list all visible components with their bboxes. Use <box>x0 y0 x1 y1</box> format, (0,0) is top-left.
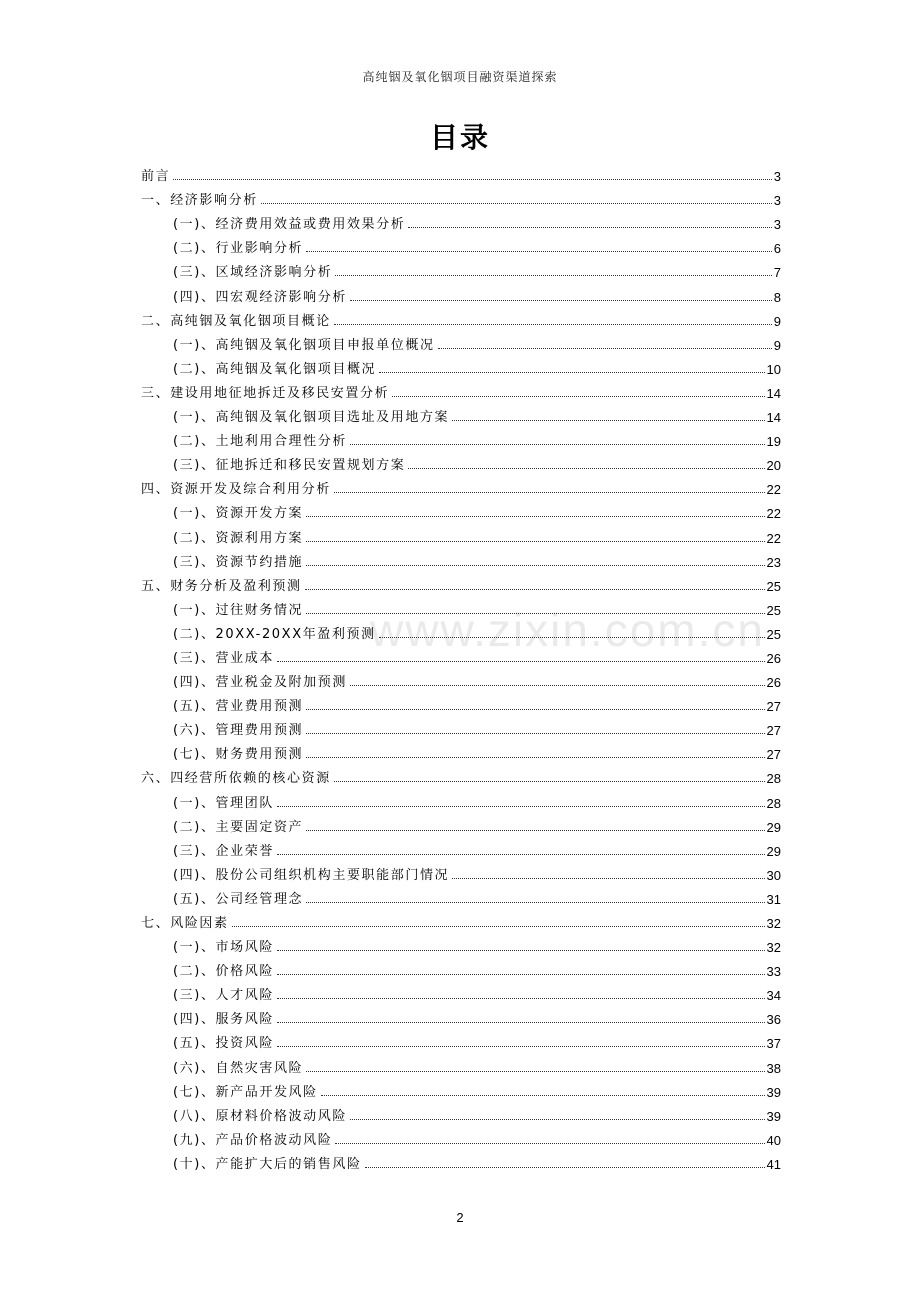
toc-entry[interactable] <box>141 1100 781 1124</box>
toc-entry-page: 14 <box>766 410 781 426</box>
toc-entry-page: 37 <box>766 1036 781 1052</box>
toc-entry[interactable] <box>141 883 781 907</box>
toc-entry-page: 25 <box>766 578 781 594</box>
toc-entry-label: (一)、高纯铟及氧化铟项目选址及用地方案 <box>173 410 450 426</box>
toc-entry-label: 五、财务分析及盈利预测 <box>141 578 302 594</box>
toc-entry-page: 28 <box>766 795 781 811</box>
toc-entry-page: 3 <box>773 169 781 185</box>
toc-entry-page: 29 <box>766 819 781 835</box>
toc-dot-leader <box>306 733 764 734</box>
toc-dot-leader <box>277 974 765 975</box>
toc-entry-label: (二)、资源利用方案 <box>173 530 304 546</box>
toc-dot-leader <box>379 637 765 638</box>
toc-entry-label: (一)、资源开发方案 <box>173 506 304 522</box>
toc-entry-label: (四)、四宏观经济影响分析 <box>173 289 347 305</box>
toc-entry-label: (二)、土地利用合理性分析 <box>173 434 347 450</box>
toc-entry-label: (二)、行业影响分析 <box>173 241 304 257</box>
toc-entry-page: 7 <box>773 265 781 281</box>
toc-entry-label: (五)、营业费用预测 <box>173 699 304 715</box>
toc-entry-page: 9 <box>773 313 781 329</box>
toc-dot-leader <box>306 709 764 710</box>
toc-entry[interactable] <box>141 401 781 425</box>
toc-entry[interactable] <box>141 714 781 738</box>
toc-dot-leader <box>306 830 764 831</box>
toc-entry[interactable] <box>141 1003 781 1027</box>
toc-entry-label: (一)、经济费用效益或费用效果分析 <box>173 217 406 233</box>
toc-entry[interactable] <box>141 473 781 497</box>
toc-dot-leader <box>305 589 765 590</box>
toc-entry-page: 27 <box>766 723 781 739</box>
page-number: 2 <box>456 1210 464 1225</box>
toc-entry[interactable] <box>141 353 781 377</box>
toc-entry-page: 19 <box>766 434 781 450</box>
toc-entry-label: 六、四经营所依赖的核心资源 <box>141 771 331 787</box>
toc-entry-label: (一)、管理团队 <box>173 795 274 811</box>
toc-entry-page: 40 <box>766 1132 781 1148</box>
toc-entry-page: 29 <box>766 843 781 859</box>
toc-entry-page: 27 <box>766 699 781 715</box>
toc-entry[interactable] <box>141 907 781 931</box>
toc-dot-leader <box>306 902 764 903</box>
toc-entry-label: (五)、公司经管理念 <box>173 891 304 907</box>
toc-dot-leader <box>350 444 765 445</box>
toc-entry-label: 二、高纯铟及氧化铟项目概论 <box>141 313 331 329</box>
toc-entry-page: 32 <box>766 916 781 931</box>
toc-entry-label: (一)、市场风险 <box>173 940 274 956</box>
toc-entry-page: 36 <box>766 1012 781 1028</box>
toc-entry-label: 七、风险因素 <box>141 916 229 931</box>
toc-entry-label: (二)、高纯铟及氧化铟项目概况 <box>173 361 377 377</box>
toc-entry[interactable] <box>141 594 781 618</box>
toc-dot-leader <box>306 565 764 566</box>
toc-dot-leader <box>350 685 765 686</box>
toc-entry-label: (四)、服务风险 <box>173 1012 274 1028</box>
toc-entry-page: 25 <box>766 626 781 642</box>
toc-dot-leader <box>261 203 772 204</box>
toc-entry-page: 23 <box>766 554 781 570</box>
toc-entry[interactable] <box>141 811 781 835</box>
toc-entry-label: (三)、资源节约措施 <box>173 554 304 570</box>
toc-dot-leader <box>277 950 765 951</box>
toc-entry-label: (七)、财务费用预测 <box>173 747 304 763</box>
running-header: 高纯铟及氧化铟项目融资渠道探索 <box>362 70 558 84</box>
toc-title: 目录 <box>429 121 490 154</box>
table-of-contents <box>141 160 781 1172</box>
toc-entry[interactable] <box>141 979 781 1003</box>
toc-entry[interactable] <box>141 1148 781 1172</box>
toc-dot-leader <box>335 1143 764 1144</box>
toc-entry-label: (六)、管理费用预测 <box>173 723 304 739</box>
toc-entry-page: 34 <box>766 988 781 1004</box>
toc-entry-label: (三)、人才风险 <box>173 988 274 1004</box>
toc-entry[interactable] <box>141 835 781 859</box>
toc-entry[interactable] <box>141 232 781 256</box>
toc-entry-page: 22 <box>766 530 781 546</box>
toc-entry[interactable] <box>141 931 781 955</box>
toc-entry-page: 41 <box>766 1156 781 1172</box>
toc-entry[interactable] <box>141 1124 781 1148</box>
toc-entry-page: 39 <box>766 1084 781 1100</box>
toc-entry-label: (二)、主要固定资产 <box>173 819 304 835</box>
toc-dot-leader <box>277 1046 765 1047</box>
toc-entry[interactable] <box>141 521 781 545</box>
toc-entry-label: 一、经济影响分析 <box>141 193 258 209</box>
toc-entry-label: (六)、自然灾害风险 <box>173 1060 304 1076</box>
toc-entry[interactable] <box>141 305 781 329</box>
toc-entry-label: 前言 <box>141 169 171 185</box>
toc-entry-label: (十)、产能扩大后的销售风险 <box>173 1156 362 1172</box>
toc-entry-label: (三)、企业荣誉 <box>173 843 274 859</box>
toc-entry-page: 26 <box>766 650 781 666</box>
toc-entry-page: 28 <box>766 771 781 787</box>
toc-entry-page: 33 <box>766 964 781 980</box>
toc-entry[interactable] <box>141 497 781 521</box>
toc-entry[interactable] <box>141 1051 781 1075</box>
toc-dot-leader <box>306 541 764 542</box>
toc-entry[interactable] <box>141 642 781 666</box>
toc-dot-leader <box>335 275 771 276</box>
toc-dot-leader <box>173 179 772 180</box>
toc-entry-label: (三)、征地拆迁和移民安置规划方案 <box>173 458 406 474</box>
toc-dot-leader <box>334 492 765 493</box>
toc-entry-label: (四)、营业税金及附加预测 <box>173 675 347 691</box>
toc-dot-leader <box>277 854 765 855</box>
toc-entry[interactable] <box>141 1076 781 1100</box>
toc-entry[interactable] <box>141 570 781 594</box>
toc-dot-leader <box>277 806 765 807</box>
toc-entry[interactable] <box>141 666 781 690</box>
toc-entry-page: 20 <box>766 458 781 474</box>
toc-dot-leader <box>306 251 772 252</box>
toc-entry-page: 30 <box>766 867 781 883</box>
toc-entry-page: 22 <box>766 506 781 522</box>
toc-entry-page: 27 <box>766 747 781 763</box>
toc-entry-page: 9 <box>773 337 781 353</box>
toc-entry-label: (四)、股份公司组织机构主要职能部门情况 <box>173 867 450 883</box>
toc-dot-leader <box>232 926 765 927</box>
toc-dot-leader <box>277 998 765 999</box>
toc-dot-leader <box>379 372 764 373</box>
toc-entry-page: 26 <box>766 675 781 691</box>
toc-entry-label: (三)、区域经济影响分析 <box>173 265 333 281</box>
toc-entry-page: 8 <box>773 289 781 305</box>
toc-entry-label: (二)、价格风险 <box>173 964 274 980</box>
toc-entry-label: (二)、20XX-20XX年盈利预测 <box>173 626 376 642</box>
toc-entry[interactable] <box>141 1027 781 1051</box>
toc-dot-leader <box>334 781 765 782</box>
toc-entry[interactable] <box>141 618 781 642</box>
toc-entry-label: (五)、投资风险 <box>173 1036 274 1052</box>
toc-entry-label: (九)、产品价格波动风险 <box>173 1132 333 1148</box>
toc-entry-label: (一)、过往财务情况 <box>173 602 304 618</box>
toc-entry-page: 25 <box>766 602 781 618</box>
toc-entry[interactable] <box>141 546 781 570</box>
toc-entry-page: 31 <box>766 891 781 907</box>
toc-entry[interactable] <box>141 738 781 762</box>
watermark: www.zixin.com.cn <box>370 604 765 656</box>
toc-dot-leader <box>306 757 764 758</box>
toc-entry-label: 四、资源开发及综合利用分析 <box>141 482 331 498</box>
toc-dot-leader <box>452 878 764 879</box>
toc-dot-leader <box>306 516 764 517</box>
toc-entry-page: 10 <box>766 361 781 377</box>
toc-entry[interactable] <box>141 208 781 232</box>
toc-entry-page: 32 <box>766 940 781 956</box>
toc-entry[interactable] <box>141 449 781 473</box>
toc-dot-leader <box>334 324 772 325</box>
toc-dot-leader <box>321 1095 765 1096</box>
toc-entry-label: 三、建设用地征地拆迁及移民安置分析 <box>141 385 390 401</box>
toc-dot-leader <box>277 1022 765 1023</box>
toc-entry[interactable] <box>141 377 781 401</box>
toc-dot-leader <box>306 613 764 614</box>
toc-entry-page: 39 <box>766 1108 781 1124</box>
toc-entry[interactable] <box>141 786 781 810</box>
toc-entry[interactable] <box>141 256 781 280</box>
toc-entry[interactable] <box>141 160 781 184</box>
toc-dot-leader <box>452 420 764 421</box>
toc-dot-leader <box>408 468 764 469</box>
toc-entry-label: (三)、营业成本 <box>173 650 274 666</box>
toc-entry-label: (一)、高纯铟及氧化铟项目申报单位概况 <box>173 337 435 353</box>
toc-entry[interactable] <box>141 690 781 714</box>
toc-entry-label: (八)、原材料价格波动风险 <box>173 1108 347 1124</box>
toc-dot-leader <box>365 1167 765 1168</box>
toc-entry[interactable] <box>141 184 781 208</box>
toc-entry-page: 14 <box>766 385 781 401</box>
toc-entry[interactable] <box>141 859 781 883</box>
toc-entry-page: 38 <box>766 1060 781 1076</box>
toc-dot-leader <box>350 1119 765 1120</box>
toc-dot-leader <box>392 396 764 397</box>
toc-entry[interactable] <box>141 955 781 979</box>
toc-dot-leader <box>438 348 772 349</box>
toc-dot-leader <box>277 661 765 662</box>
toc-dot-leader <box>408 227 771 228</box>
toc-dot-leader <box>306 1071 764 1072</box>
toc-entry-page: 3 <box>773 217 781 233</box>
toc-entry[interactable] <box>141 762 781 786</box>
toc-entry-page: 22 <box>766 482 781 498</box>
toc-entry-page: 6 <box>773 241 781 257</box>
toc-entry[interactable] <box>141 329 781 353</box>
toc-entry-label: (七)、新产品开发风险 <box>173 1084 318 1100</box>
toc-entry[interactable] <box>141 425 781 449</box>
toc-entry[interactable] <box>141 280 781 304</box>
toc-dot-leader <box>350 300 772 301</box>
toc-entry-page: 3 <box>773 193 781 209</box>
